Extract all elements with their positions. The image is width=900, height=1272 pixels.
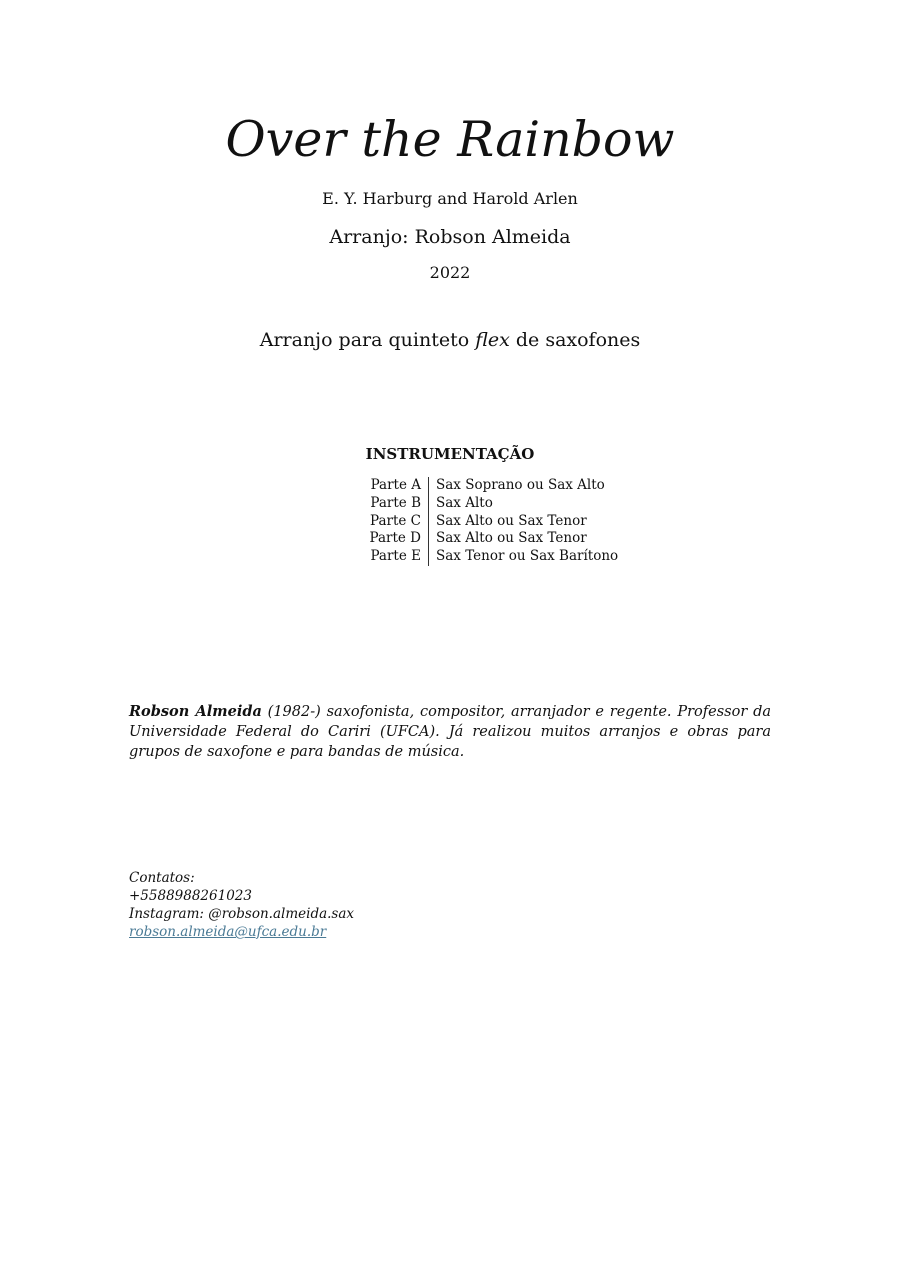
part-instrument: Sax Soprano ou Sax Alto xyxy=(436,477,605,493)
instrumentation-row xyxy=(366,495,618,513)
part-instrument: Sax Alto ou Sax Tenor xyxy=(436,512,587,529)
bio-text: (1982-) saxofonista, compositor, arranjador e regente. Professor da Universidade Federal do Cariri (UFCA). Já realizou muitos arranjos e obras para grupos de saxofone e para bandas de música. xyxy=(129,704,771,760)
part-label: Parte D xyxy=(366,530,429,548)
instrumentation-row xyxy=(366,530,618,548)
part-label: Parte C xyxy=(366,513,429,531)
part-instrument: Sax Alto ou Sax Tenor xyxy=(436,530,587,547)
instrumentation-table xyxy=(366,477,618,566)
subtitle-emphasis: flex xyxy=(475,329,510,351)
contacts-label: Contatos: xyxy=(129,870,195,886)
subtitle-text-before: Arranjo para quinteto xyxy=(259,329,476,351)
contacts-block xyxy=(129,869,354,941)
part-instrument: Sax Alto xyxy=(436,494,493,511)
instrumentation-heading: INSTRUMENTAÇÃO xyxy=(365,445,535,463)
part-label: Parte B xyxy=(366,495,429,513)
year-line: 2022 xyxy=(429,263,471,282)
composers-line: E. Y. Harburg and Harold Arlen xyxy=(322,189,578,208)
part-label: Parte E xyxy=(366,548,429,566)
subtitle-text-after: de saxofones xyxy=(509,329,641,351)
contact-email-link[interactable]: robson.almeida@ufca.edu.br xyxy=(129,924,327,940)
page-title: Over the Rainbow xyxy=(225,111,675,168)
part-label: Parte A xyxy=(366,477,429,495)
contact-instagram: Instagram: @robson.almeida.sax xyxy=(129,906,355,922)
instrumentation-row xyxy=(366,548,618,566)
part-instrument: Sax Tenor ou Sax Barítono xyxy=(436,548,619,565)
instrumentation-row xyxy=(366,513,618,531)
ensemble-subtitle xyxy=(0,326,900,354)
arranger-bio xyxy=(129,702,771,762)
instrumentation-row xyxy=(366,477,618,495)
contact-phone: +5588988261023 xyxy=(129,888,252,904)
arranger-line: Arranjo: Robson Almeida xyxy=(329,226,571,248)
bio-name: Robson Almeida xyxy=(129,703,262,720)
